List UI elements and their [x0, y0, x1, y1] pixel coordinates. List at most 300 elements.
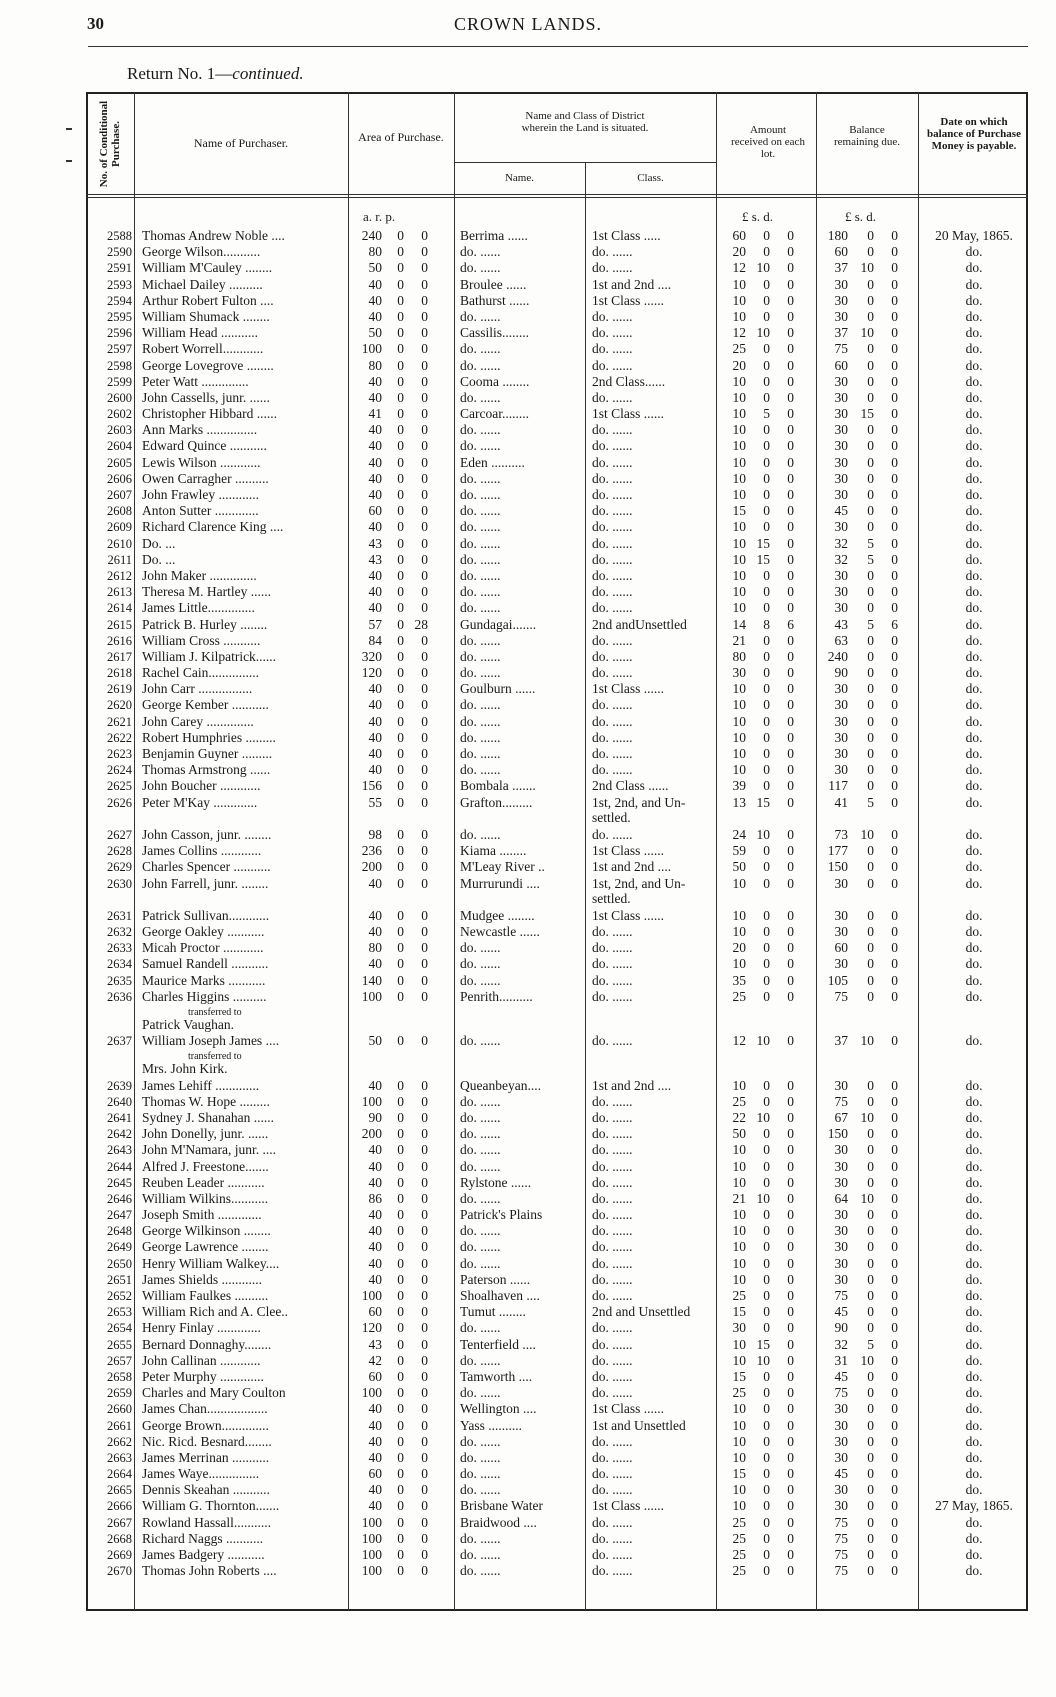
district-class: do. ...... — [592, 438, 633, 454]
purchaser-name: Alfred J. Freestone....... — [142, 1158, 269, 1174]
area-value-part: 80 — [368, 244, 382, 260]
amount-received — [722, 341, 812, 357]
district-class: do. ...... — [592, 956, 633, 972]
amount-received-part: 0 — [763, 1142, 770, 1158]
balance-due — [820, 730, 915, 746]
balance-due — [820, 422, 915, 438]
payable-date: do. — [965, 956, 983, 972]
amount-received — [722, 1401, 812, 1417]
district-class: 2nd Class ...... — [592, 778, 669, 794]
area-value-part: 0 — [421, 988, 428, 1004]
area-value-part: 0 — [397, 325, 404, 341]
district-class: do. ...... — [592, 746, 633, 761]
purchaser-name: Christopher Hibbard ...... — [142, 406, 277, 422]
balance-due — [820, 827, 915, 843]
amount-received-part: 0 — [763, 665, 770, 681]
amount-received — [722, 1337, 812, 1353]
amount-received-part: 0 — [763, 1563, 770, 1579]
table-row — [0, 1337, 1056, 1353]
balance-due-part: 30 — [834, 1401, 848, 1417]
payable-date: do. — [965, 373, 983, 389]
area-value-part: 0 — [421, 260, 428, 276]
balance-due — [820, 309, 915, 325]
balance-due-part: 0 — [867, 584, 874, 600]
amount-received-part: 0 — [763, 956, 770, 972]
district-name: do. ...... — [460, 422, 501, 438]
table-row — [0, 649, 1056, 665]
balance-due — [820, 973, 915, 989]
purchaser-name: George Wilson........... — [142, 244, 261, 260]
balance-due-part: 30 — [834, 1158, 848, 1174]
area-value-part: 0 — [397, 794, 404, 810]
table-row — [0, 325, 1056, 341]
area-value-part: 0 — [397, 746, 404, 761]
balance-due — [820, 940, 915, 956]
area-value-part: 40 — [368, 487, 382, 502]
district-name: do. ...... — [460, 632, 501, 648]
balance-due — [820, 1272, 915, 1288]
balance-due — [820, 1531, 915, 1547]
amount-received-part: 10 — [732, 1142, 746, 1158]
balance-due-part: 0 — [891, 470, 898, 486]
amount-received — [722, 1094, 812, 1110]
area-value-part: 0 — [421, 1401, 428, 1417]
amount-received — [722, 1017, 812, 1033]
balance-due — [820, 714, 915, 730]
balance-due — [820, 1401, 915, 1417]
area-value-part: 0 — [397, 1482, 404, 1498]
payable-date: do. — [965, 584, 983, 600]
area-value-part: 84 — [368, 632, 382, 648]
balance-due-part: 0 — [891, 1417, 898, 1433]
amount-received-part: 0 — [763, 357, 770, 373]
area-value — [352, 649, 452, 665]
amount-received-part: 0 — [763, 972, 770, 988]
area-value-part: 0 — [421, 681, 428, 697]
balance-due-part: 0 — [867, 1142, 874, 1158]
table-row — [0, 1142, 1056, 1158]
purchaser-name: James Shields ............ — [142, 1271, 262, 1287]
balance-due — [820, 633, 915, 649]
balance-due — [820, 293, 915, 309]
area-value-part: 0 — [421, 648, 428, 664]
amount-received-part: 0 — [787, 1271, 794, 1287]
balance-due-part: 0 — [891, 308, 898, 324]
table-row — [0, 1547, 1056, 1563]
margin-mark — [66, 128, 72, 130]
balance-due-part: 0 — [891, 1239, 898, 1255]
balance-due-part: 0 — [867, 422, 874, 438]
balance-due — [820, 1515, 915, 1531]
area-value-part: 57 — [368, 616, 382, 632]
table-row — [0, 633, 1056, 649]
header-district-name: Name. — [504, 172, 534, 184]
amount-received-part: 20 — [732, 244, 746, 260]
amount-received — [722, 1515, 812, 1531]
amount-received-part: 0 — [787, 1385, 794, 1401]
balance-due-part: 0 — [891, 1077, 898, 1093]
balance-due-part: 6 — [891, 616, 898, 632]
district-name: do. ...... — [460, 972, 501, 988]
area-value-part: 40 — [368, 422, 382, 438]
area-value-part: 0 — [397, 584, 404, 600]
purchase-number: 2610 — [107, 536, 132, 551]
payable-date: do. — [965, 778, 983, 794]
balance-due-part: 0 — [891, 1385, 898, 1401]
district-class: 1st Class ...... — [592, 843, 665, 859]
amount-received — [722, 519, 812, 535]
amount-received-part: 0 — [787, 1126, 794, 1142]
balance-due — [820, 778, 915, 794]
area-value — [352, 908, 452, 924]
balance-due-part: 0 — [867, 487, 874, 502]
table-row — [0, 1191, 1056, 1207]
area-value — [352, 1094, 452, 1110]
area-value-part: 0 — [397, 1304, 404, 1320]
amount-received-part: 10 — [732, 567, 746, 583]
area-value — [352, 1126, 452, 1142]
area-value-part: 40 — [368, 1401, 382, 1417]
amount-received-part: 0 — [787, 713, 794, 729]
balance-due-part: 30 — [834, 713, 848, 729]
balance-due-part: 0 — [867, 1530, 874, 1546]
amount-received — [722, 762, 812, 778]
purchaser-name: George Oakley ........... — [142, 924, 265, 940]
area-value — [352, 1159, 452, 1175]
balance-due-part: 0 — [867, 1417, 874, 1433]
amount-received-part: 15 — [756, 1336, 770, 1352]
amount-received-part: 0 — [787, 681, 794, 697]
area-value-part: 0 — [397, 1514, 404, 1530]
district-class: do. ...... — [592, 632, 633, 648]
purchaser-name: George Lovegrove ........ — [142, 357, 274, 373]
amount-received-part: 0 — [763, 1304, 770, 1320]
area-value-part: 40 — [368, 1417, 382, 1433]
purchase-number: 2611 — [107, 552, 132, 567]
amount-received-part: 10 — [732, 389, 746, 405]
balance-due-part: 0 — [867, 276, 874, 292]
purchaser-name: James Collins ............ — [142, 843, 262, 859]
area-value-part: 0 — [397, 762, 404, 778]
table-row — [0, 1175, 1056, 1191]
balance-due-part: 0 — [867, 1482, 874, 1498]
amount-received-part: 0 — [763, 470, 770, 486]
district-name: do. ...... — [460, 308, 501, 324]
balance-due-part: 0 — [867, 1401, 874, 1417]
area-value-part: 0 — [421, 1033, 428, 1049]
area-value — [352, 795, 452, 811]
amount-received-part: 0 — [763, 940, 770, 956]
purchase-number: 2653 — [107, 1305, 132, 1320]
balance-due-part: 0 — [891, 1336, 898, 1352]
district-name: Brisbane Water — [460, 1498, 544, 1514]
purchaser-name: Thomas W. Hope ......... — [142, 1093, 270, 1109]
purchaser-name: Do. ... — [142, 535, 176, 551]
district-class: do. ...... — [592, 1288, 633, 1304]
amount-received-part: 15 — [732, 503, 746, 519]
amount-received-part: 15 — [756, 535, 770, 551]
subtitle-continued: continued. — [232, 64, 304, 83]
purchaser-name: Richard Clarence King .... — [142, 519, 284, 535]
table-row — [0, 989, 1056, 1005]
amount-received-part: 0 — [763, 746, 770, 761]
area-value-part: 40 — [368, 373, 382, 389]
district-class: 1st and Unsettled — [592, 1417, 686, 1433]
payable-date: do. — [965, 632, 983, 648]
area-value-part: 0 — [421, 422, 428, 438]
purchase-number: 2624 — [107, 763, 132, 778]
purchaser-name: Micah Proctor ............ — [142, 940, 264, 956]
payable-date: do. — [965, 1077, 983, 1093]
balance-due-part: 0 — [867, 341, 874, 357]
amount-received — [722, 973, 812, 989]
purchase-number: 2617 — [107, 649, 132, 664]
amount-received-part: 8 — [763, 616, 770, 632]
amount-received-part: 10 — [732, 907, 746, 923]
area-value — [352, 1369, 452, 1385]
balance-due-part: 75 — [834, 1093, 848, 1109]
area-value — [352, 697, 452, 713]
amount-received-part: 10 — [756, 1033, 770, 1049]
purchase-number: 2666 — [107, 1499, 132, 1514]
balance-due-part: 30 — [834, 1239, 848, 1255]
amount-received-part: 0 — [787, 1417, 794, 1433]
area-value-part: 0 — [397, 1449, 404, 1465]
purchaser-name: Charles Spencer ........... — [142, 859, 271, 875]
area-value-part: 0 — [421, 940, 428, 956]
amount-received-part: 0 — [787, 648, 794, 664]
area-value-part: 86 — [368, 1190, 382, 1206]
balance-due — [820, 989, 915, 1005]
area-value-part: 0 — [421, 972, 428, 988]
district-name: do. ...... — [460, 1239, 501, 1255]
balance-due — [820, 341, 915, 357]
balance-due-part: 30 — [834, 389, 848, 405]
amount-received — [722, 325, 812, 341]
amount-received-part: 0 — [763, 503, 770, 519]
amount-received-part: 10 — [732, 713, 746, 729]
balance-due-part: 32 — [834, 535, 848, 551]
table-row — [0, 293, 1056, 309]
area-value-part: 236 — [361, 843, 382, 859]
balance-due-part: 30 — [834, 746, 848, 761]
amount-received-part: 0 — [787, 1498, 794, 1514]
area-value — [352, 1272, 452, 1288]
amount-received — [722, 358, 812, 374]
balance-due-part: 0 — [891, 972, 898, 988]
balance-due-part: 0 — [867, 1239, 874, 1255]
amount-received-part: 10 — [732, 1223, 746, 1239]
area-value — [352, 228, 452, 244]
district-class: do. ...... — [592, 1223, 633, 1239]
district-class: do. ...... — [592, 1336, 633, 1352]
balance-due-part: 30 — [834, 1449, 848, 1465]
area-value — [352, 1353, 452, 1369]
balance-due-part: 0 — [867, 1320, 874, 1336]
area-value-part: 0 — [397, 1174, 404, 1190]
balance-due-part: 30 — [834, 1433, 848, 1449]
amount-received-part: 20 — [732, 357, 746, 373]
area-value — [352, 827, 452, 843]
district-name: do. ...... — [460, 956, 501, 972]
area-value-part: 100 — [361, 1288, 382, 1304]
balance-due-part: 105 — [827, 972, 848, 988]
amount-received-part: 10 — [732, 406, 746, 422]
purchase-number: 2634 — [107, 957, 132, 972]
amount-received-part: 0 — [787, 357, 794, 373]
area-value-part: 40 — [368, 681, 382, 697]
balance-due-part: 0 — [891, 600, 898, 616]
purchaser-name: Patrick Vaughan. — [142, 1017, 234, 1033]
area-value — [352, 1061, 452, 1077]
header-balance: Balance remaining due. — [834, 124, 900, 148]
balance-due — [820, 584, 915, 600]
balance-due-part: 0 — [891, 1271, 898, 1287]
amount-received-part: 10 — [756, 1352, 770, 1368]
area-value-part: 0 — [421, 1433, 428, 1449]
balance-due-part: 177 — [827, 843, 848, 859]
balance-due-part: 0 — [867, 681, 874, 697]
amount-received — [722, 1033, 812, 1049]
balance-due-part: 30 — [834, 907, 848, 923]
purchase-number: 2631 — [107, 908, 132, 923]
purchase-number: 2646 — [107, 1191, 132, 1206]
area-value-part: 0 — [397, 1368, 404, 1384]
amount-received — [722, 859, 812, 875]
balance-due-part: 30 — [834, 1142, 848, 1158]
amount-received-part: 0 — [763, 924, 770, 940]
area-value-part: 0 — [397, 470, 404, 486]
purchaser-name: George Brown.............. — [142, 1417, 269, 1433]
balance-due-part: 30 — [834, 762, 848, 778]
area-value-part: 0 — [421, 470, 428, 486]
district-class: 2nd Class...... — [592, 373, 666, 389]
amount-received-part: 0 — [763, 1239, 770, 1255]
purchaser-name: John Carr ................ — [142, 681, 253, 697]
area-value-part: 0 — [397, 308, 404, 324]
payable-date: do. — [965, 503, 983, 519]
district-name: do. ...... — [460, 1449, 501, 1465]
balance-due-part: 67 — [834, 1109, 848, 1125]
table-row — [0, 714, 1056, 730]
district-name: do. ...... — [460, 697, 501, 713]
area-value-part: 0 — [421, 1547, 428, 1563]
amount-received-part: 0 — [787, 1547, 794, 1563]
table-row — [0, 762, 1056, 778]
header-no: No. of Conditional Purchase. — [98, 100, 122, 188]
amount-received — [722, 455, 812, 471]
balance-due-part: 0 — [891, 487, 898, 502]
area-value-part: 100 — [361, 1093, 382, 1109]
area-value — [352, 487, 452, 503]
balance-due-part: 90 — [834, 1320, 848, 1336]
balance-due — [820, 1320, 915, 1336]
balance-due-part: 0 — [891, 1304, 898, 1320]
purchase-number: 2620 — [107, 698, 132, 713]
district-name: Shoalhaven .... — [460, 1288, 540, 1304]
district-class: do. ...... — [592, 244, 633, 260]
table-row — [0, 1401, 1056, 1417]
balance-due-part: 0 — [867, 373, 874, 389]
payable-date: do. — [965, 1482, 983, 1498]
amount-received-part: 10 — [732, 1077, 746, 1093]
area-value — [352, 1320, 452, 1336]
balance-due — [820, 1017, 915, 1033]
payable-date: do. — [965, 1530, 983, 1546]
purchase-number: 2668 — [107, 1531, 132, 1546]
area-value-part: 0 — [421, 1271, 428, 1287]
payable-date: do. — [965, 1336, 983, 1352]
balance-due-part: 0 — [891, 1190, 898, 1206]
area-value-part: 40 — [368, 1449, 382, 1465]
amount-received-part: 0 — [787, 956, 794, 972]
area-value-part: 0 — [397, 843, 404, 859]
amount-received — [722, 1256, 812, 1272]
area-value-part: 40 — [368, 1174, 382, 1190]
area-value-part: 40 — [368, 1239, 382, 1255]
amount-received-part: 25 — [732, 341, 746, 357]
area-value-part: 200 — [361, 859, 382, 875]
subtitle-main: Return No. 1— — [127, 64, 233, 83]
amount-received-part: 0 — [763, 681, 770, 697]
balance-due-part: 0 — [891, 1142, 898, 1158]
area-value-part: 0 — [397, 956, 404, 972]
balance-due-part: 0 — [891, 503, 898, 519]
amount-received-part: 10 — [732, 1449, 746, 1465]
amount-received-part: 10 — [732, 1239, 746, 1255]
balance-due-part: 30 — [834, 308, 848, 324]
balance-due-part: 0 — [867, 1449, 874, 1465]
area-value-part: 42 — [368, 1352, 382, 1368]
balance-due-part: 5 — [867, 616, 874, 632]
amount-received-part: 21 — [732, 1190, 746, 1206]
balance-due-part: 0 — [891, 1126, 898, 1142]
amount-received-part: 0 — [787, 826, 794, 842]
amount-received-part: 0 — [763, 648, 770, 664]
district-name: do. ...... — [460, 1126, 501, 1142]
amount-received-part: 15 — [756, 794, 770, 810]
balance-due-part: 0 — [867, 503, 874, 519]
purchase-number: 2608 — [107, 504, 132, 519]
area-value — [352, 600, 452, 616]
purchaser-name: William Cross ........... — [142, 632, 261, 648]
table-row — [0, 390, 1056, 406]
amount-received-part: 0 — [763, 519, 770, 535]
amount-received-part: 10 — [732, 276, 746, 292]
purchase-number: 2607 — [107, 488, 132, 502]
balance-due-part: 0 — [891, 762, 898, 778]
district-class: 1st and 2nd .... — [592, 1077, 672, 1093]
amount-received-part: 15 — [732, 1368, 746, 1384]
header-separator — [86, 194, 1028, 195]
balance-due-part: 117 — [828, 778, 848, 794]
purchase-number: 2659 — [107, 1386, 132, 1401]
area-value-part: 40 — [368, 470, 382, 486]
balance-due-part: 0 — [891, 1547, 898, 1563]
area-value-part: 0 — [397, 292, 404, 308]
purchaser-name: John Cassells, junr. ...... — [142, 389, 270, 405]
purchaser-name: William M'Cauley ........ — [142, 260, 273, 276]
amount-received-part: 0 — [787, 1109, 794, 1125]
purchaser-name: William J. Kilpatrick...... — [142, 648, 277, 664]
purchase-number: 2616 — [107, 633, 132, 648]
amount-received — [722, 584, 812, 600]
balance-due-part: 0 — [891, 1207, 898, 1223]
purchase-number: 2641 — [107, 1110, 132, 1125]
purchase-number: 2628 — [107, 844, 132, 859]
purchaser-name: James Waye............... — [142, 1466, 260, 1482]
district-class: do. ...... — [592, 1482, 633, 1498]
